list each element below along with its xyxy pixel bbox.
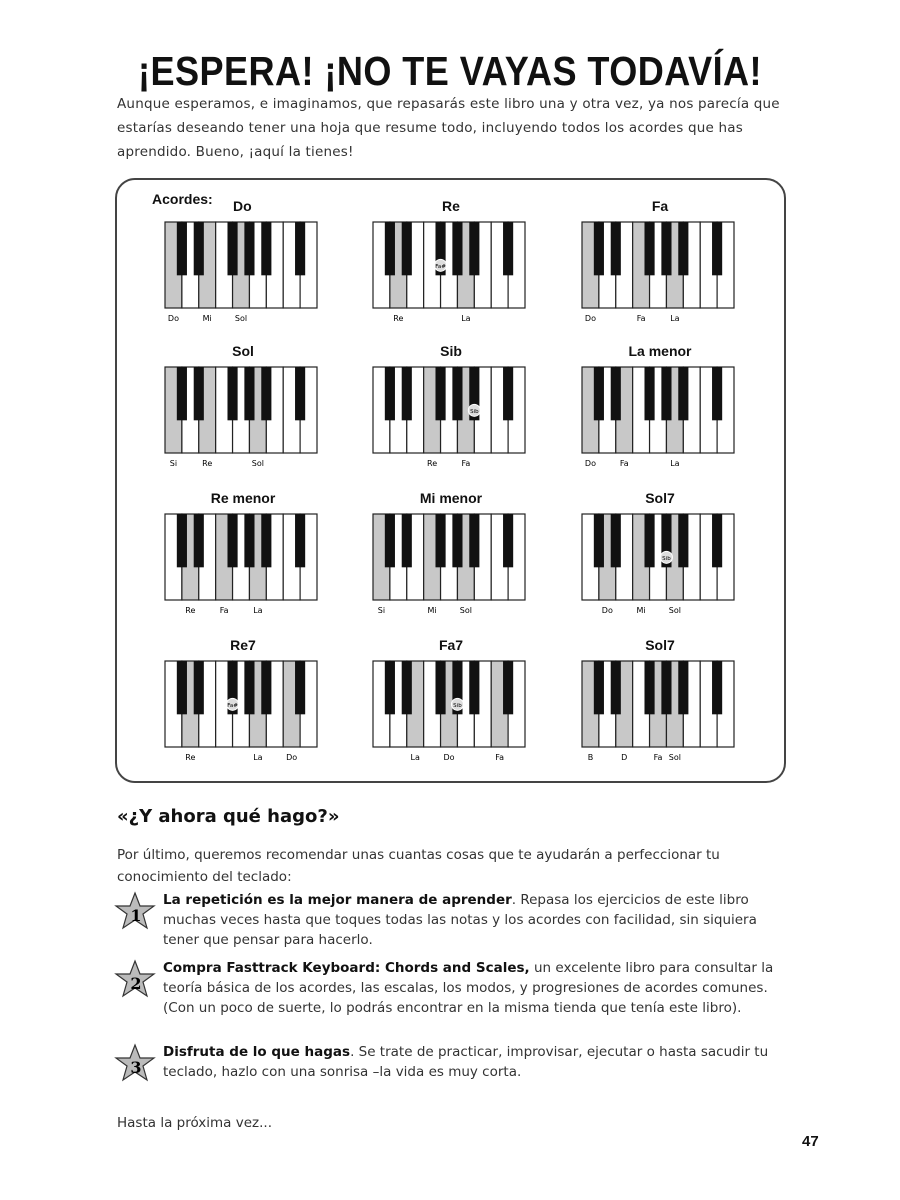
black-key	[194, 222, 204, 275]
black-key	[261, 367, 271, 420]
chord-name: Fa7	[438, 637, 464, 653]
chord-diagram	[580, 198, 740, 333]
tip-bold: Compra Fasttrack Keyboard: Chords and Scales,	[163, 960, 530, 976]
svg-text:1: 1	[130, 906, 142, 925]
note-label: Sol	[251, 459, 264, 468]
note-label: Fa	[495, 753, 505, 762]
keyboard-diagram	[163, 220, 323, 328]
chord-diagram	[580, 343, 740, 478]
black-key-label: Fa#	[227, 702, 238, 709]
black-key	[435, 367, 445, 420]
black-key	[661, 661, 671, 714]
tip-bold: Disfruta de lo que hagas	[163, 1044, 351, 1060]
black-key	[452, 222, 462, 275]
black-key-label: Sib	[662, 555, 671, 562]
tip-text: . Se trate de practicar, improvisar, ejecutar o hasta sacudir tu teclado, hazlo con una sonrisa –la vida es muy corta.	[163, 1044, 769, 1080]
black-key	[385, 661, 395, 714]
black-key	[435, 514, 445, 567]
note-label: Fa	[461, 459, 471, 468]
note-label: La	[670, 314, 680, 323]
chord-name: Fa	[651, 198, 669, 214]
keyboard-diagram	[163, 512, 323, 620]
chord-name: Re	[442, 198, 460, 214]
page-title: ¡ESPERA! ¡NO TE VAYAS TODAVÍA!	[137, 48, 762, 94]
note-label: Sol	[459, 606, 472, 615]
note-label: Mi	[427, 606, 437, 615]
note-label: Re	[393, 314, 404, 323]
black-key	[177, 661, 187, 714]
keyboard-diagram	[580, 512, 740, 620]
note-label: La	[253, 606, 263, 615]
note-label: La	[410, 753, 420, 762]
black-key	[678, 222, 688, 275]
black-key	[295, 514, 305, 567]
black-key	[644, 222, 654, 275]
black-key	[644, 514, 654, 567]
black-key	[295, 367, 305, 420]
closing-text: Hasta la próxima vez...	[117, 1115, 273, 1131]
note-label: Fa	[219, 606, 229, 615]
black-key	[661, 367, 671, 420]
chord-name: Sol7	[645, 637, 675, 653]
keyboard-diagram	[371, 220, 531, 328]
black-key	[644, 367, 654, 420]
note-label: Do	[584, 314, 596, 323]
black-key	[402, 661, 412, 714]
black-key	[244, 514, 254, 567]
black-key-label: Fa#	[435, 263, 446, 270]
tip-item	[163, 1042, 785, 1082]
note-label: Fa	[636, 314, 646, 323]
black-key	[594, 222, 604, 275]
black-key	[594, 661, 604, 714]
note-label: Do	[443, 753, 455, 762]
black-key	[261, 514, 271, 567]
note-label: La	[461, 314, 471, 323]
black-key	[469, 222, 479, 275]
black-key	[227, 367, 237, 420]
note-label: Re	[202, 459, 213, 468]
intro-paragraph: Aunque esperamos, e imaginamos, que repasarás este libro una y otra vez, ya nos parecía que estarías deseando tener una hoja que resume todo, incluyendo todos los acordes que has aprendido. Bueno, ¡aquí la tienes!	[117, 96, 780, 160]
note-label: Si	[169, 459, 178, 468]
black-key	[594, 514, 604, 567]
chord-diagram	[163, 637, 323, 772]
section-intro: Por último, queremos recomendar unas cuantas cosas que te ayudarán a perfeccionar tu conocimiento del teclado:	[117, 847, 720, 885]
black-key	[177, 222, 187, 275]
chord-name: Do	[233, 198, 252, 214]
note-label: Re	[185, 606, 196, 615]
black-key	[402, 514, 412, 567]
black-key	[469, 661, 479, 714]
black-key	[177, 367, 187, 420]
note-label: Mi	[636, 606, 646, 615]
chord-name: Sol7	[645, 490, 675, 506]
black-key	[261, 222, 271, 275]
black-key	[435, 661, 445, 714]
note-label: Do	[584, 459, 596, 468]
black-key	[594, 367, 604, 420]
keyboard-diagram	[371, 512, 531, 620]
black-key	[194, 661, 204, 714]
black-key	[611, 222, 621, 275]
chord-diagram	[163, 490, 323, 625]
chord-name: Mi menor	[419, 490, 483, 506]
black-key	[712, 661, 722, 714]
tip-item	[163, 890, 785, 950]
chord-diagram	[371, 343, 531, 478]
black-key	[503, 222, 513, 275]
note-label: Si	[377, 606, 386, 615]
black-key	[227, 222, 237, 275]
note-label: Sol	[234, 314, 248, 323]
chord-name: Sib	[440, 343, 462, 359]
chord-name: La menor	[628, 343, 692, 359]
black-key	[644, 661, 654, 714]
note-label: Do	[286, 753, 298, 762]
black-key	[503, 367, 513, 420]
chord-diagram	[371, 637, 531, 772]
note-label: Fa	[619, 459, 629, 468]
keyboard-diagram	[580, 220, 740, 328]
black-key	[194, 514, 204, 567]
black-key	[261, 661, 271, 714]
black-key	[295, 661, 305, 714]
note-label: D	[621, 753, 628, 762]
chord-diagram	[163, 343, 323, 478]
black-key	[503, 661, 513, 714]
black-key	[244, 367, 254, 420]
chord-diagram	[163, 198, 323, 333]
black-key	[385, 367, 395, 420]
note-label: Re	[185, 753, 196, 762]
keyboard-diagram	[163, 365, 323, 473]
black-key	[678, 661, 688, 714]
black-key	[452, 367, 462, 420]
black-key	[402, 222, 412, 275]
tip-text: un excelente libro para consultar la teoría básica de los acordes, las escalas, los modos, y progresiones de acordes comunes. (Con un poco de suerte, lo podrás encontrar en la misma tienda que tenía este libro).	[163, 960, 774, 1016]
svg-text:2: 2	[130, 974, 142, 993]
chord-name: Re menor	[210, 490, 276, 506]
black-key-label: Sib	[470, 408, 479, 415]
black-key	[402, 367, 412, 420]
keyboard-diagram	[580, 365, 740, 473]
note-label: Re	[427, 459, 438, 468]
keyboard-diagram	[580, 659, 740, 767]
black-key	[244, 222, 254, 275]
black-key	[469, 514, 479, 567]
black-key	[194, 367, 204, 420]
note-label: B	[587, 753, 594, 762]
note-label: La	[670, 459, 680, 468]
black-key	[503, 514, 513, 567]
black-key	[712, 222, 722, 275]
black-key-label: Sib	[453, 702, 462, 709]
note-label: Sol	[668, 753, 681, 762]
tip-text: . Repasa los ejercicios de este libro muchas veces hasta que toques todas las notas y los acordes con facilidad, sin siquiera tener que pensar para hacerlo.	[163, 892, 757, 948]
chord-name: Sol	[232, 343, 254, 359]
star-number-icon	[113, 888, 157, 936]
black-key	[678, 367, 688, 420]
chord-name: Re7	[230, 637, 256, 653]
note-label: La	[253, 753, 263, 762]
tip-item	[163, 958, 785, 1018]
section-subtitle: «¿Y ahora qué hago?»	[117, 806, 340, 827]
black-key	[678, 514, 688, 567]
chord-diagram	[580, 490, 740, 625]
keyboard-diagram	[163, 659, 323, 767]
black-key	[712, 367, 722, 420]
star-number-icon	[113, 956, 157, 1004]
note-label: Fa	[653, 753, 663, 762]
black-key	[385, 514, 395, 567]
chord-diagram	[580, 637, 740, 772]
black-key	[244, 661, 254, 714]
black-key	[712, 514, 722, 567]
keyboard-diagram	[371, 365, 531, 473]
keyboard-diagram	[371, 659, 531, 767]
tip-bold: La repetición es la mejor manera de aprender	[163, 892, 512, 908]
svg-text:3: 3	[130, 1058, 142, 1077]
black-key	[611, 514, 621, 567]
black-key	[661, 222, 671, 275]
note-label: Sol	[668, 606, 681, 615]
black-key	[177, 514, 187, 567]
note-label: Do	[167, 314, 179, 323]
page-number: 47	[802, 1133, 819, 1150]
black-key	[295, 222, 305, 275]
note-label: Mi	[202, 314, 212, 323]
chord-diagram	[371, 198, 531, 333]
chords-heading: Acordes:	[152, 191, 213, 207]
black-key	[611, 661, 621, 714]
chord-diagram	[371, 490, 531, 625]
black-key	[611, 367, 621, 420]
note-label: Do	[601, 606, 613, 615]
black-key	[452, 514, 462, 567]
star-number-icon	[113, 1040, 157, 1088]
black-key	[227, 514, 237, 567]
black-key	[385, 222, 395, 275]
